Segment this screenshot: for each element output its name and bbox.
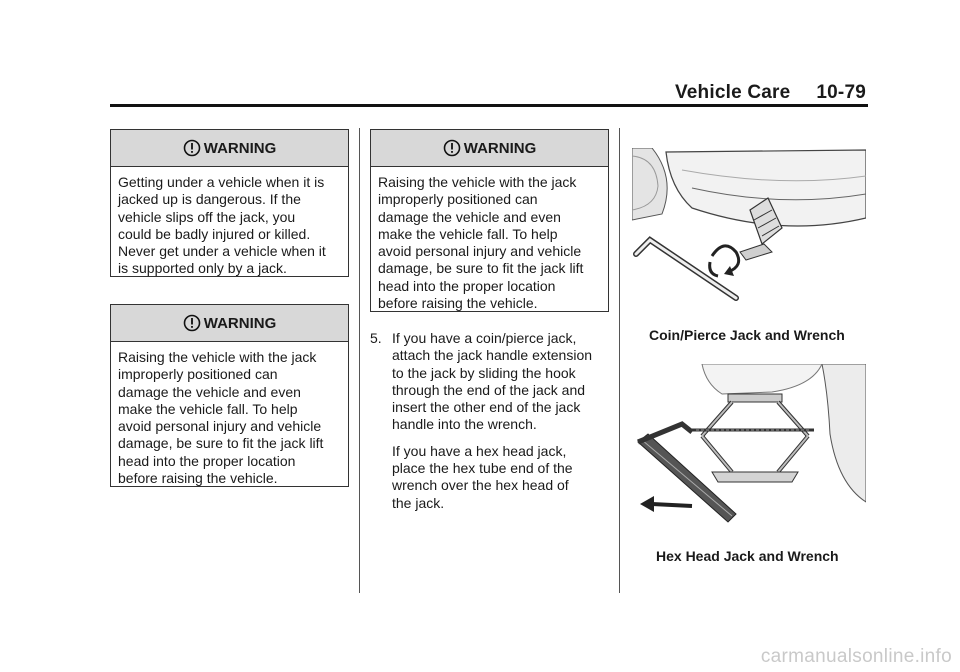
section-title: Vehicle Care <box>674 82 791 103</box>
warning-header <box>111 305 348 342</box>
warning-body <box>371 167 608 320</box>
warning-line: improperly positioned can <box>118 366 278 383</box>
warning-line: make the vehicle fall. To help <box>378 225 558 242</box>
step-line: place the hex tube end of the <box>392 460 573 477</box>
hex-head-jack-illustration <box>632 364 866 524</box>
coin-pierce-jack-illustration <box>632 148 866 308</box>
step-line: insert the other end of the jack <box>392 399 581 416</box>
warning-body <box>111 167 348 286</box>
warning-header <box>371 130 608 167</box>
warning-box-2 <box>110 304 349 487</box>
warning-title: WARNING <box>203 314 277 332</box>
column-divider-left <box>359 128 360 593</box>
warning-line: damage the vehicle and even <box>118 383 301 400</box>
warning-line: avoid personal injury and vehicle <box>118 418 322 435</box>
step-line: attach the jack handle extension <box>392 347 593 364</box>
page-header <box>110 78 868 107</box>
warning-line: damage, be sure to fit the jack lift <box>118 435 324 452</box>
warning-line: Getting under a vehicle when it is <box>118 174 325 190</box>
warning-line: improperly positioned can <box>378 191 538 208</box>
warning-title: WARNING <box>203 139 277 157</box>
warning-body <box>111 342 348 495</box>
step-line: the jack. <box>392 494 445 511</box>
warning-icon <box>183 314 201 332</box>
warning-line: avoid personal injury and vehicle <box>378 243 582 260</box>
warning-line: make the vehicle fall. To help <box>118 400 298 417</box>
header-text <box>675 82 866 104</box>
warning-line: before raising the vehicle. <box>378 295 538 312</box>
warning-line: is supported only by a jack. <box>118 260 287 277</box>
warning-icon <box>443 139 461 157</box>
step-line: through the end of the jack and <box>392 381 586 398</box>
warning-line: Raising the vehicle with the jack <box>378 174 577 190</box>
warning-header <box>111 130 348 167</box>
warning-line: could be badly injured or killed. <box>118 225 311 242</box>
warning-box-1 <box>110 129 349 277</box>
step-line: If you have a coin/pierce jack, <box>392 330 577 346</box>
warning-line: damage the vehicle and even <box>378 208 561 225</box>
step-line: to the jack by sliding the hook <box>392 364 576 381</box>
warning-line: damage, be sure to fit the jack lift <box>378 260 584 277</box>
warning-line: vehicle slips off the jack, you <box>118 208 296 225</box>
step-line: handle into the wrench. <box>392 416 537 433</box>
warning-icon <box>183 139 201 157</box>
column-divider-right <box>619 128 620 593</box>
page-number: 10-79 <box>816 82 866 103</box>
instruction-step-5 <box>370 330 610 521</box>
warning-box-3 <box>370 129 609 312</box>
step-paragraph-1 <box>392 330 610 434</box>
warning-line: Never get under a vehicle when it <box>118 243 326 260</box>
warning-line: before raising the vehicle. <box>118 470 278 487</box>
warning-line: head into the proper location <box>118 452 296 469</box>
warning-line: Raising the vehicle with the jack <box>118 349 317 365</box>
step-text <box>392 330 610 512</box>
step-number: 5. <box>370 330 382 346</box>
step-paragraph-2 <box>392 443 610 512</box>
figure-caption: Hex Head Jack and Wrench <box>656 548 839 564</box>
step-line: If you have a hex head jack, <box>392 442 567 459</box>
warning-line: jacked up is dangerous. If the <box>118 191 301 208</box>
step-line: wrench over the hex head of <box>392 477 569 494</box>
warning-title: WARNING <box>463 139 537 157</box>
figure-caption: Coin/Pierce Jack and Wrench <box>649 327 845 343</box>
warning-line: head into the proper location <box>378 277 556 294</box>
watermark: carmanualsonline.info <box>760 646 952 667</box>
